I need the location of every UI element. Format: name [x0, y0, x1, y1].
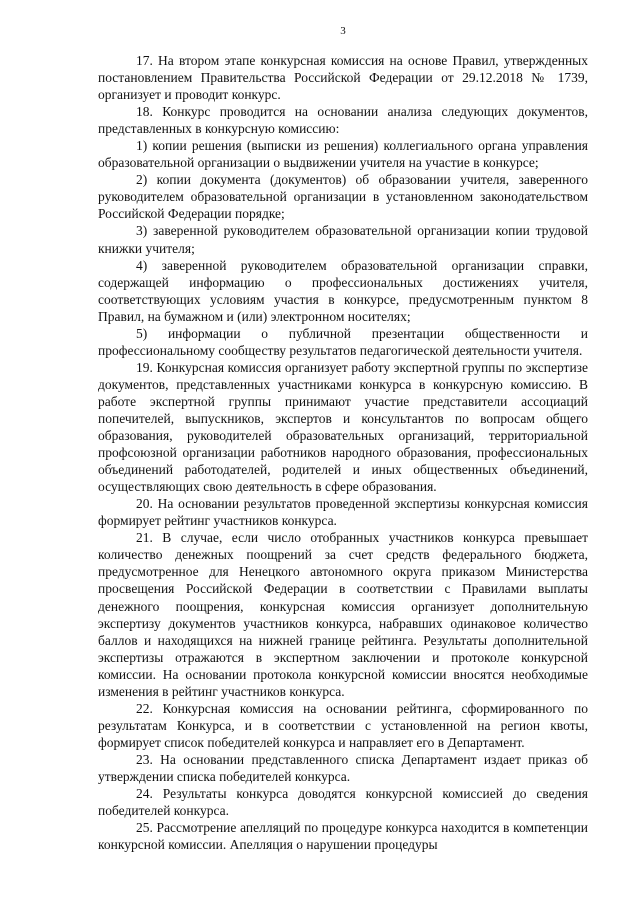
paragraph-17: 17. На втором этапе конкурсная комиссия на основе Правил, утвержденных постановлением Правительства Российской Федерации от 29.12.2018 № 1739, организует и проводит конкурс.: [98, 53, 588, 103]
document-body: [98, 52, 588, 853]
paragraph-20: 20. На основании результатов проведенной экспертизы конкурсная комиссия формирует рейтинг участников конкурса.: [98, 496, 588, 529]
paragraph-21: 21. В случае, если число отобранных участников конкурса превышает количество денежных поощрений за счет средств федерального бюджета, предусмотренное для Ненецкого автономного округа приказом Министерства просвещения Российской Федерации в соответствии с Правилами выплаты денежного поощрения, конкурсная комиссия организует дополнительную экспертизу документов участников конкурса, набравших одинаковое количество баллов и находящихся на нижней границе рейтинга. Результаты дополнительной экспертизы отражаются в экспертном заключении и протоколе конкурсной комиссии. На основании протокола конкурсной комиссии вносятся необходимые изменения в рейтинг участников конкурса.: [98, 530, 588, 699]
paragraph-22: 22. Конкурсная комиссия на основании рейтинга, сформированного по результатам Конкурса, и в соответствии с установленной на регион квоты, формирует список победителей конкурса и направляет его в Департамент.: [98, 700, 588, 750]
page-number: 3: [340, 25, 346, 37]
paragraph-25: 25. Рассмотрение апелляций по процедуре конкурса находится в компетенции конкурсной комиссии. Апелляция о нарушении процедуры: [98, 820, 588, 853]
paragraph-23: 23. На основании представленного списка Департамент издает приказ об утверждении списка победителей конкурса.: [98, 751, 588, 784]
paragraph-24: 24. Результаты конкурса доводятся конкурсной комиссией до сведения победителей конкурса.: [98, 786, 588, 819]
paragraph-18: 18. Конкурс проводится на основании анализа следующих документов, представленных в конкурсную комиссию:: [98, 104, 588, 137]
paragraph-18-item-3: 3) заверенной руководителем образовательной организации копии трудовой книжки учителя;: [98, 223, 588, 256]
paragraph-18-item-4: 4) заверенной руководителем образовательной организации справки, содержащей информацию о профессиональных достижениях учителя, соответствующих условиям участия в конкурсе, предусмотренным пунктом 8 Правил, на бумажном и (или) электронном носителях;: [98, 257, 588, 324]
paragraph-19: 19. Конкурсная комиссия организует работу экспертной группы по экспертизе документов, представленных участниками конкурса в конкурсную комиссию. В работе экспертной группы принимают участие представители ассоциаций попечителей, выпускников, экспертов и консультантов по вопросам общего образования, руководителей образовательных организаций, территориальной профсоюзной организации работников народного образования, профессиональных объединений работодателей, родителей и иных общественных объединений, осуществляющих свою деятельность в сфере образования.: [98, 359, 588, 495]
paragraph-18-item-2: 2) копии документа (документов) об образовании учителя, заверенного руководителем образовательной организации в установленном законодательством Российской Федерации порядке;: [98, 172, 588, 222]
paragraph-18-item-5: 5) информации о публичной презентации общественности и профессиональному сообществу результатов педагогической деятельности учителя.: [98, 325, 588, 358]
paragraph-18-item-1: 1) копии решения (выписки из решения) коллегиального органа управления образовательной организации о выдвижении учителя на участие в конкурсе;: [98, 138, 588, 171]
